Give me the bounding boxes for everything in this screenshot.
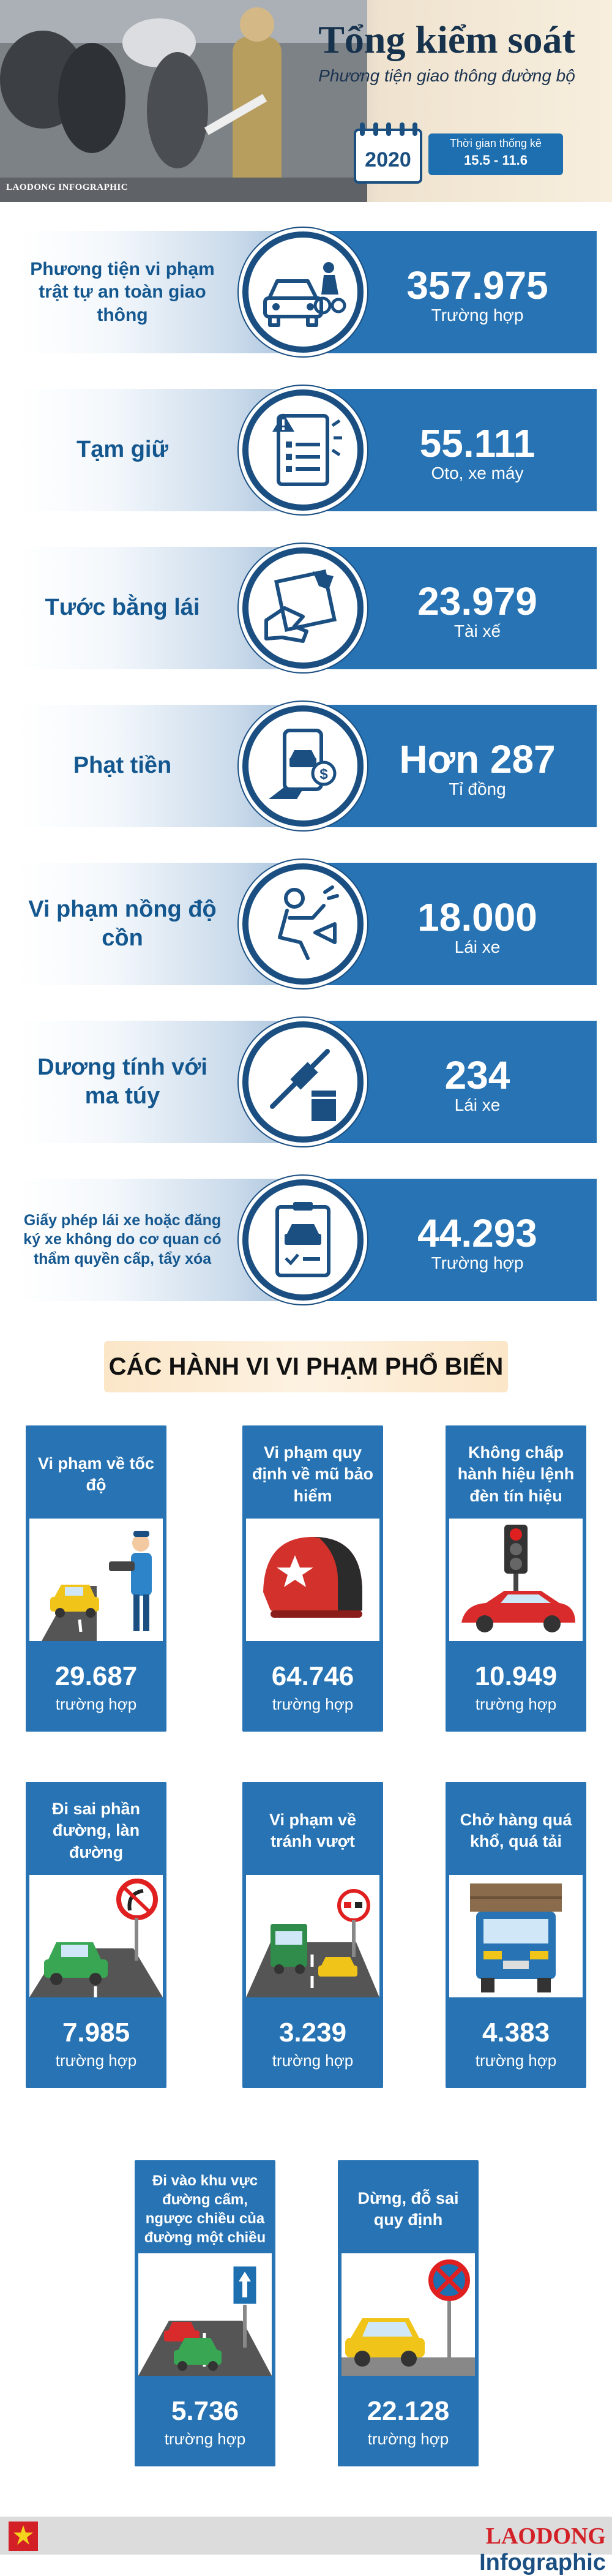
svg-text:$: $ <box>319 766 328 783</box>
violation-card <box>242 1425 383 1732</box>
stat-row <box>18 544 597 672</box>
header-credit: LAODONG INFOGRAPHIC <box>6 182 129 192</box>
violation-unit: trường hợp <box>367 2430 449 2448</box>
header-banner <box>0 0 612 202</box>
stat-unit: Lái xe <box>454 937 501 956</box>
violation-title: Đi sai phần đường, làn đường <box>51 1800 141 1861</box>
traffic-light-icon <box>449 1519 583 1641</box>
no-parking-icon <box>341 2253 475 2376</box>
violation-unit: trường hợp <box>475 2051 557 2070</box>
stat-row <box>18 228 597 356</box>
violation-title: Chở hàng quá khổ, quá tải <box>460 1810 572 1850</box>
stat-label: Vi phạm nồng độ cồn <box>28 896 217 951</box>
stat-label: Phạt tiền <box>73 753 172 779</box>
stat-value: Hơn 287 <box>399 737 556 781</box>
violation-card <box>242 1782 383 2088</box>
footer-brand-infographic: Infographic <box>479 2550 606 2575</box>
no-overtaking-icon <box>246 1875 379 1997</box>
fake-registration-icon <box>260 1197 346 1283</box>
violation-title: Đi vào khu vực đường cấm, ngược chiều của đường một chiều <box>144 2172 266 2247</box>
car-motorbike-icon <box>260 249 346 335</box>
violation-title: Dừng, đỗ sai quy định <box>357 2188 459 2229</box>
stat-row <box>18 702 597 830</box>
stat-row <box>18 1176 597 1304</box>
stat-label: Phương tiện vi phạm trật tự an toàn giao thông <box>30 258 215 325</box>
violation-value: 29.687 <box>54 1661 138 1691</box>
stat-value: 55.111 <box>419 421 536 465</box>
stat-label: Giấy phép lái xe hoặc đăng ký xe không do cơ quan có thẩm quyền cấp, tẩy xóa <box>23 1212 222 1267</box>
footer-brand-laodong: LAODONG <box>485 2523 606 2549</box>
violation-value: 10.949 <box>474 1661 558 1691</box>
helmet-icon <box>246 1519 379 1641</box>
violation-card <box>135 2160 275 2466</box>
calendar-icon <box>354 129 422 184</box>
violation-unit: trường hợp <box>272 1695 354 1713</box>
footer <box>0 2517 612 2575</box>
violation-unit: trường hợp <box>272 2051 354 2070</box>
violation-value: 4.383 <box>482 2018 550 2048</box>
violation-card <box>26 1425 166 1732</box>
speed-camera-icon <box>29 1519 163 1641</box>
stat-unit: Trường hợp <box>431 306 524 325</box>
stat-unit: Lái xe <box>454 1095 501 1114</box>
stat-row <box>18 1018 597 1146</box>
violation-unit: trường hợp <box>55 2051 137 2070</box>
violation-unit: trường hợp <box>55 1695 137 1713</box>
stat-unit: Trường hợp <box>431 1253 524 1272</box>
section-title: CÁC HÀNH VI VI PHẠM PHỔ BIẾN <box>104 1341 508 1392</box>
violation-card <box>26 1782 166 2088</box>
stat-value: 357.975 <box>406 263 548 307</box>
stat-row <box>18 386 597 514</box>
violation-value: 5.736 <box>171 2396 239 2426</box>
drug-test-icon <box>260 1039 346 1125</box>
stat-row <box>18 860 597 988</box>
stat-value: 44.293 <box>417 1211 537 1255</box>
violation-title: Vi phạm về tránh vượt <box>269 1810 357 1850</box>
violation-card <box>446 1782 586 2088</box>
period-value: 15.5 - 11.6 <box>464 152 528 168</box>
license-revoked-icon <box>260 565 346 651</box>
violation-title: Không chấp hành hiệu lệnh đèn tín hiệu <box>457 1443 575 1505</box>
calendar-year: 2020 <box>365 148 411 171</box>
laodong-logo-icon <box>9 2522 38 2551</box>
stat-value: 234 <box>444 1053 510 1097</box>
violation-unit: trường hợp <box>475 1695 557 1713</box>
drunk-driver-icon <box>260 881 346 967</box>
stat-value: 23.979 <box>417 579 537 623</box>
violation-title: Vi phạm quy định về mũ bảo hiểm <box>252 1443 374 1505</box>
stat-label: Tạm giữ <box>76 437 168 463</box>
page-subtitle: Phương tiện giao thông đường bộ <box>318 66 575 85</box>
violation-title: Vi phạm về tốc độ <box>37 1454 155 1494</box>
stat-unit: Tài xế <box>453 621 501 640</box>
stat-value: 18.000 <box>417 895 537 939</box>
stat-unit: Tỉ đồng <box>449 779 506 798</box>
period-badge <box>428 133 563 175</box>
violation-card <box>338 2160 479 2466</box>
violation-value: 7.985 <box>62 2018 130 2048</box>
impound-checklist-icon <box>260 407 346 493</box>
stat-label: Tước bằng lái <box>45 595 200 621</box>
page-title: Tổng kiểm soát <box>318 18 575 61</box>
violation-value: 22.128 <box>367 2396 450 2426</box>
violation-card <box>446 1425 586 1732</box>
fine-payment-icon <box>260 723 346 809</box>
footer-brand <box>379 2523 606 2576</box>
overloaded-truck-icon <box>449 1875 583 1997</box>
stat-label: Dương tính với ma túy <box>37 1054 207 1109</box>
violation-unit: trường hợp <box>164 2430 246 2448</box>
violation-value: 64.746 <box>271 1661 354 1691</box>
wrong-lane-icon <box>29 1875 163 1997</box>
one-way-street-icon <box>138 2253 272 2376</box>
stat-unit: Oto, xe máy <box>431 464 524 483</box>
period-label: Thời gian thống kê <box>450 137 542 149</box>
violation-value: 3.239 <box>278 2018 347 2048</box>
